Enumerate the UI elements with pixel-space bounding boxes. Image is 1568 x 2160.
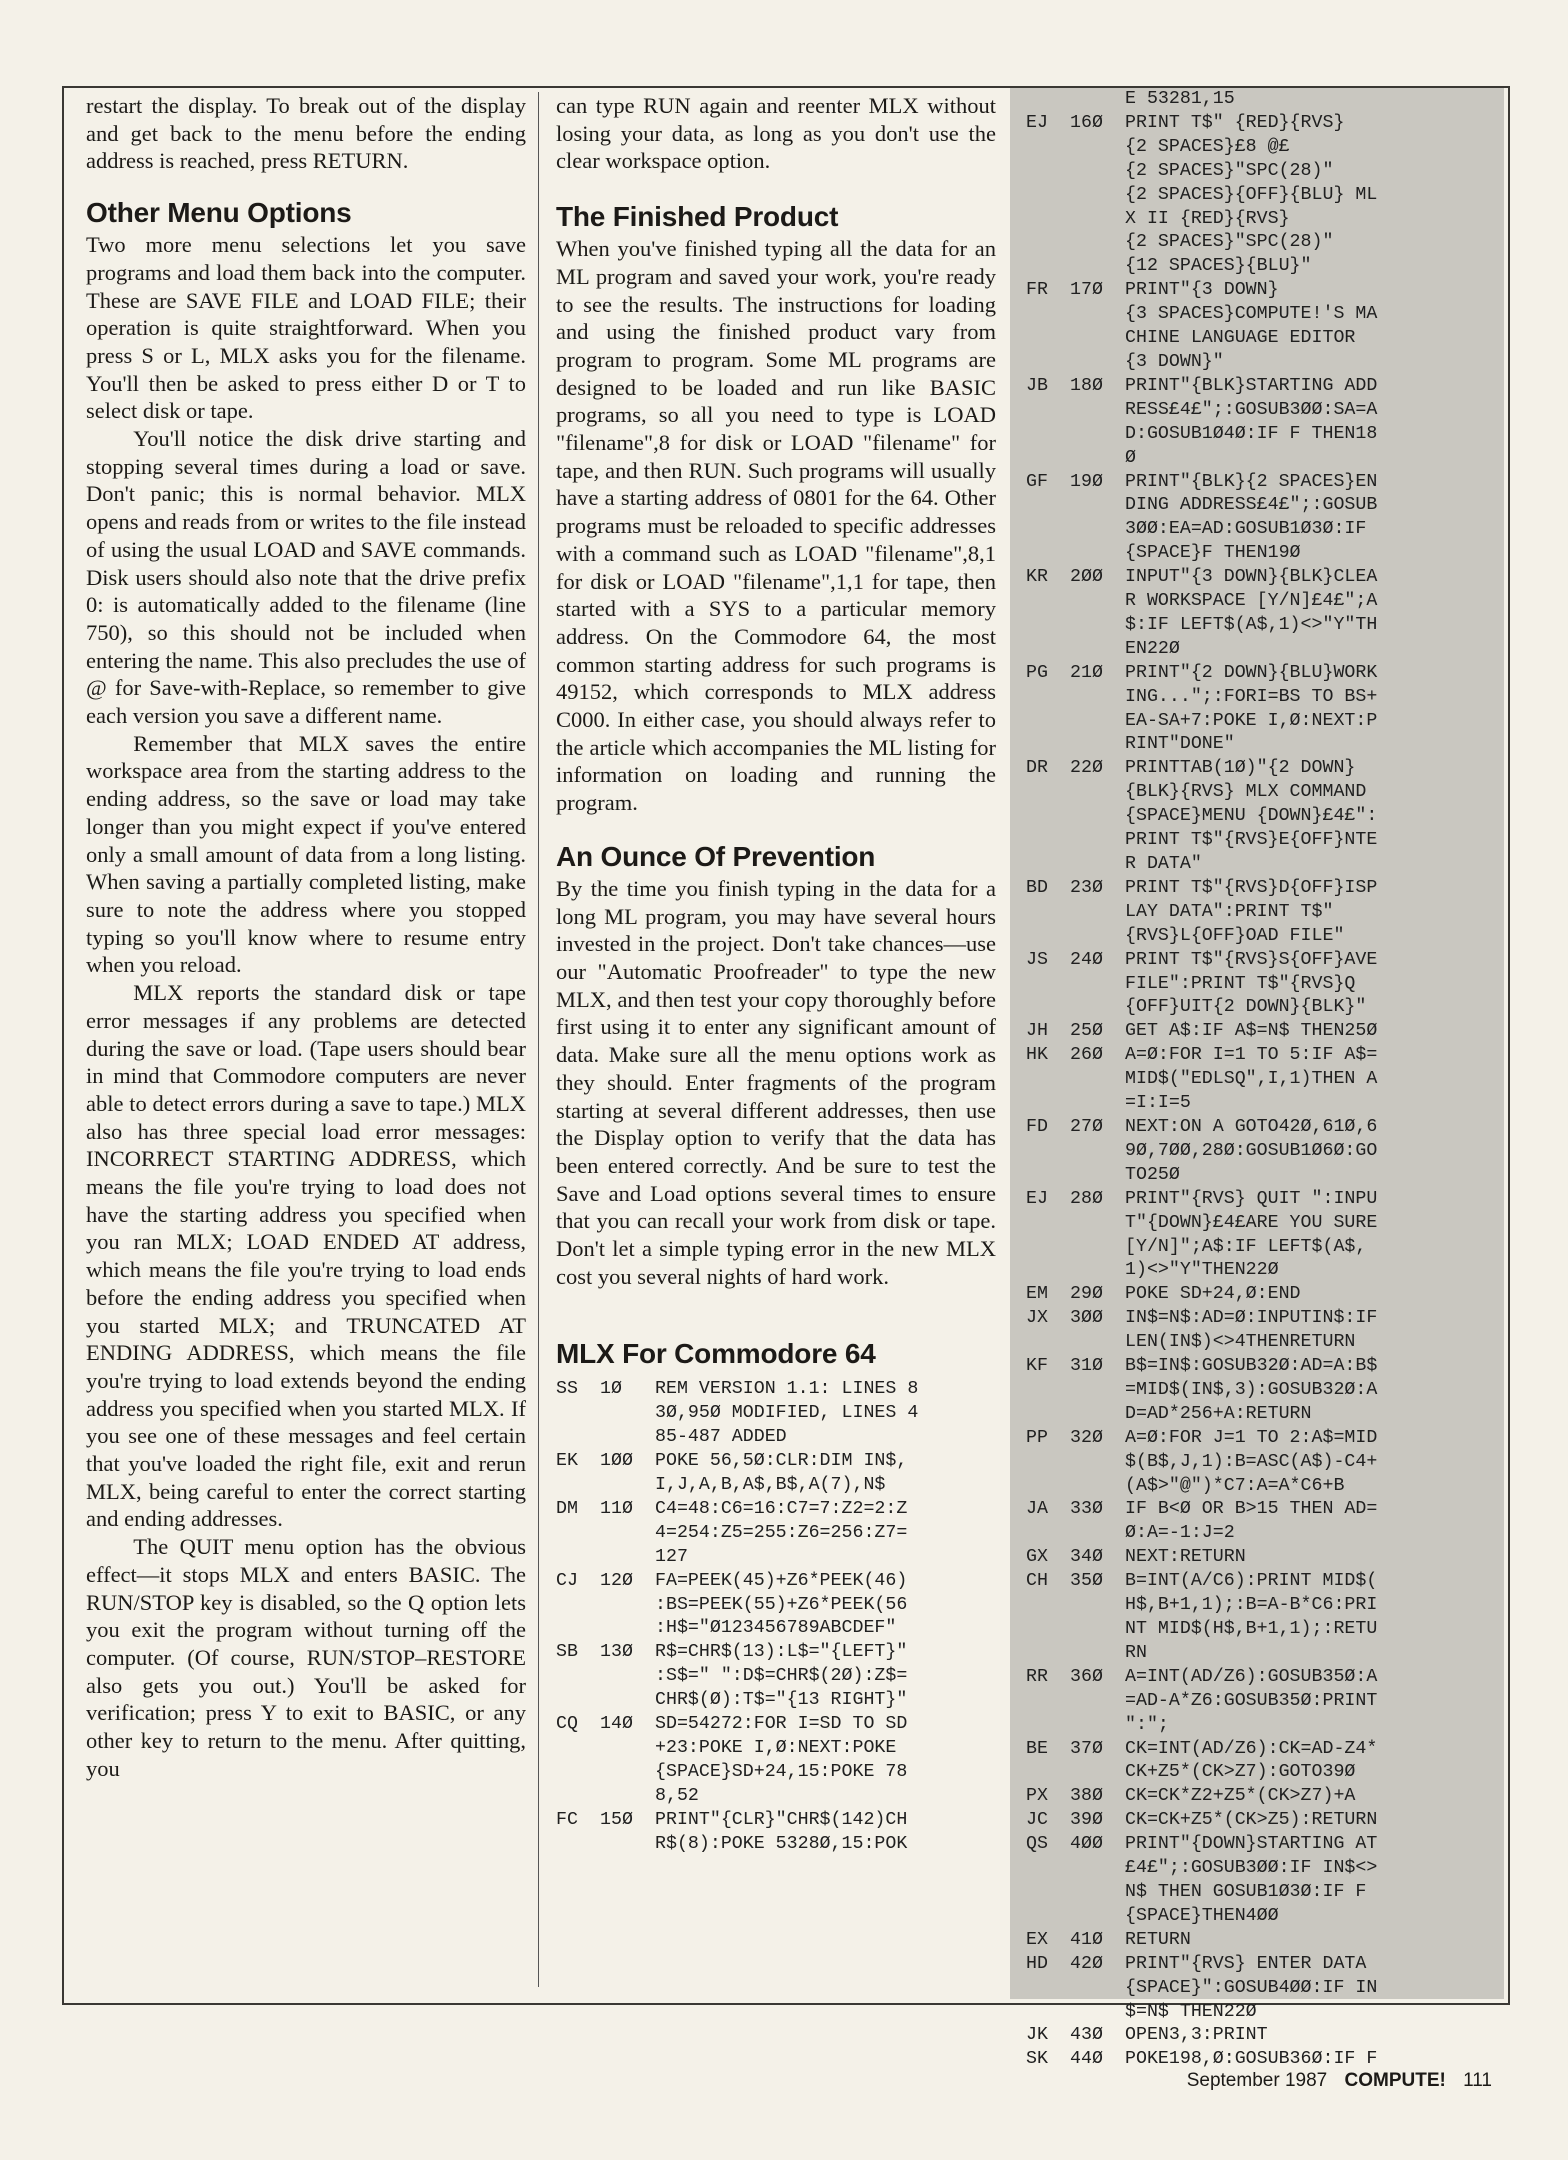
code-continuation: T"{DOWN}£4£ARE YOU SURE	[1125, 1212, 1378, 1233]
code-continuation: {SPACE}F THEN19Ø	[1125, 543, 1301, 564]
line-number: 32Ø	[1070, 1427, 1103, 1448]
magazine-name: COMPUTE!	[1344, 2070, 1446, 2091]
code-continuation: N$ THEN GOSUB1Ø3Ø:IF F	[1125, 1881, 1367, 1902]
checksum-tag: EM	[1026, 1284, 1048, 1305]
code-text: NEXT:ON A GOTO42Ø,61Ø,6	[1125, 1116, 1378, 1137]
code-line	[1026, 1666, 1498, 1690]
line-number: 1Ø	[600, 1379, 622, 1400]
checksum-tag: SK	[1026, 2049, 1048, 2070]
code-text: E 53281,15	[1125, 89, 1235, 109]
code-continuation: CK+Z5*(CK>Z7):GOTO39Ø	[1125, 1762, 1356, 1783]
code-continuation: {SPACE}MENU {DOWN}£4£":	[1125, 806, 1378, 827]
line-number: 35Ø	[1070, 1571, 1103, 1592]
checksum-tag: FR	[1026, 280, 1048, 301]
code-continuation: D:GOSUB1Ø4Ø:IF F THEN18	[1125, 423, 1378, 444]
code-line	[556, 1498, 996, 1522]
code-continuation: 85-487 ADDED	[655, 1427, 787, 1448]
code-text: CK=CK+Z5*(CK>Z5):RETURN	[1125, 1810, 1378, 1831]
paragraph: MLX reports the standard disk or tape error messages if any problems are detected during the save or load. (Tape users should bear in mind that Commodore computers are never able to detect errors during a save to tape.) MLX also has three special load error messages: INCORRECT STARTING ADDRESS, which means the file you're trying to load does not have the starting address you specified when you ran MLX; LOAD ENDED AT address, which means the file you're trying to load ends before the ending address you specified when you started MLX; and TRUNCATED AT ENDING ADDRESS, which means the file you're trying to load extends beyond the ending address you specified when you started MLX. If you see one of these messages and feel certain that you've loaded the right file, exit and rerun MLX, being careful to enter the correct starting and ending addresses.	[86, 980, 526, 1532]
code-continuation: :H$="Ø123456789ABCDEF"	[655, 1618, 897, 1639]
code-text: POKE198,Ø:GOSUB36Ø:IF F	[1125, 2049, 1378, 2070]
code-continuation: I,J,A,B,A$,B$,A(7),N$	[655, 1475, 886, 1496]
code-line	[1026, 1355, 1498, 1379]
code-continuation: (A$>"@")*C7:A=A*C6+B	[1125, 1475, 1345, 1496]
code-continuation: R WORKSPACE [Y/N]£4£";A	[1125, 591, 1378, 612]
code-line	[1026, 1427, 1498, 1451]
checksum-tag: EJ	[1026, 112, 1048, 133]
checksum-tag: KR	[1026, 567, 1048, 588]
code-continuation: {2 SPACES}"SPC(28)"	[1125, 232, 1334, 253]
page-footer	[1175, 2070, 1492, 2092]
code-line	[1026, 1307, 1498, 1331]
code-line	[1026, 1188, 1498, 1212]
code-continuation: ":";	[1125, 1714, 1169, 1735]
line-number: 2ØØ	[1070, 567, 1103, 588]
code-text: INPUT"{3 DOWN}{BLK}CLEA	[1125, 567, 1378, 588]
line-number: 27Ø	[1070, 1116, 1103, 1137]
code-line	[1026, 1833, 1498, 1857]
code-continuation: {SPACE}SD+24,15:POKE 78	[655, 1761, 908, 1782]
code-text: C4=48:C6=16:C7=7:Z2=2:Z	[655, 1498, 908, 1519]
code-continuation: DING ADDRESS£4£";:GOSUB	[1125, 495, 1378, 516]
checksum-tag: DR	[1026, 758, 1048, 779]
line-number: 28Ø	[1070, 1188, 1103, 1209]
code-continuation: {OFF}UIT{2 DOWN}{BLK}"	[1125, 997, 1367, 1018]
line-number: 42Ø	[1070, 1953, 1103, 1974]
checksum-tag: RR	[1026, 1666, 1048, 1687]
checksum-tag: HK	[1026, 1045, 1048, 1066]
checksum-tag: JC	[1026, 1810, 1048, 1831]
line-number: 24Ø	[1070, 949, 1103, 970]
line-number: 41Ø	[1070, 1929, 1103, 1950]
code-continuation: R$(8):POKE 5328Ø,15:POK	[655, 1833, 908, 1854]
column-1	[86, 92, 526, 1782]
code-line	[1026, 949, 1498, 973]
code-continuation: :BS=PEEK(55)+Z6*PEEK(56	[655, 1594, 908, 1615]
code-continuation: 3ØØ:EA=AD:GOSUB1Ø3Ø:IF	[1125, 519, 1367, 540]
code-continuation: {12 SPACES}{BLU}"	[1125, 256, 1312, 277]
code-text: CK=CK*Z2+Z5*(CK>Z7)+A	[1125, 1786, 1356, 1807]
code-continuation: H$,B+1,1);:B=A-B*C6:PRI	[1125, 1595, 1378, 1616]
code-text: B$=IN$:GOSUB32Ø:AD=A:B$	[1125, 1356, 1378, 1377]
code-listing	[1026, 88, 1498, 2072]
code-text: PRINT T$"{RVS}S{OFF}AVE	[1125, 949, 1378, 970]
code-continuation: =MID$(IN$,3):GOSUB32Ø:A	[1125, 1379, 1378, 1400]
page-number: 111	[1463, 2070, 1492, 2091]
code-continuation: =AD-A*Z6:GOSUB35Ø:PRINT	[1125, 1690, 1378, 1711]
column-divider	[538, 92, 539, 1987]
line-number: 43Ø	[1070, 2025, 1103, 2046]
listing-title: MLX For Commodore 64	[556, 1338, 876, 1370]
column-2	[556, 92, 996, 1857]
code-line	[556, 1570, 996, 1594]
code-text: PRINTTAB(1Ø)"{2 DOWN}	[1125, 758, 1356, 779]
checksum-tag	[1026, 88, 1070, 112]
code-continuation: 8,52	[655, 1785, 699, 1806]
line-number: 21Ø	[1070, 662, 1103, 683]
code-text: POKE 56,5Ø:CLR:DIM IN$,	[655, 1451, 908, 1472]
checksum-tag: FC	[556, 1809, 578, 1830]
code-continuation: {BLK}{RVS} MLX COMMAND	[1125, 782, 1367, 803]
code-text: FA=PEEK(45)+Z6*PEEK(46)	[655, 1570, 908, 1591]
line-number: 18Ø	[1070, 375, 1103, 396]
line-number: 31Ø	[1070, 1356, 1103, 1377]
checksum-tag: PX	[1026, 1786, 1048, 1807]
code-line	[1026, 471, 1498, 495]
code-continuation: D=AD*256+A:RETURN	[1125, 1403, 1312, 1424]
line-number: 37Ø	[1070, 1738, 1103, 1759]
code-continuation: TO25Ø	[1125, 1164, 1180, 1185]
code-line	[1026, 1738, 1498, 1762]
paragraph: By the time you finish typing in the data for a long ML program, you may have several hours invested in the project. Don't take chances—use our "Automatic Proofreader" to type the new MLX, and then test your copy thoroughly before first using it to enter any significant amount of data. Make sure all the menu options work as they should. Enter fragments of the program starting at several different addresses, then use the Display option to verify that the data has been entered correctly. And be sure to test the Save and Load options several times to ensure that you can recall your work from disk or tape. Don't let a simple typing error in the new MLX cost you several nights of hard work.	[556, 875, 996, 1289]
code-continuation: {SPACE}":GOSUB4ØØ:IF IN	[1125, 1977, 1378, 1998]
code-text: REM VERSION 1.1: LINES 8	[655, 1379, 919, 1400]
code-continuation: CHR$(Ø):T$="{13 RIGHT}"	[655, 1690, 908, 1711]
code-line	[1026, 1044, 1498, 1068]
paragraph: restart the display. To break out of the display and get back to the menu before the ending address is reached, press RETURN.	[86, 93, 526, 174]
code-text: PRINT"{DOWN}STARTING AT	[1125, 1834, 1378, 1855]
checksum-tag: QS	[1026, 1834, 1048, 1855]
code-listing	[556, 1378, 996, 1856]
code-continuation: {2 SPACES}"SPC(28)"	[1125, 160, 1334, 181]
code-line	[1026, 566, 1498, 590]
code-continuation: ING...";:FORI=BS TO BS+	[1125, 686, 1378, 707]
code-continuation: $=N$ THEN22Ø	[1125, 2001, 1257, 2022]
code-continuation: RESS£4£";:GOSUB3ØØ:SA=A	[1125, 399, 1378, 420]
code-continuation: FILE":PRINT T$"{RVS}Q	[1125, 973, 1356, 994]
checksum-tag: JB	[1026, 375, 1048, 396]
checksum-tag: SB	[556, 1642, 578, 1663]
line-number	[1070, 88, 1125, 112]
code-continuation: 4=254:Z5=255:Z6=256:Z7=	[655, 1522, 908, 1543]
code-line	[1026, 2024, 1498, 2048]
code-continuation: {RVS}L{OFF}OAD FILE"	[1125, 925, 1345, 946]
code-line	[1026, 662, 1498, 686]
checksum-tag: EX	[1026, 1929, 1048, 1950]
code-continuation: 9Ø,7ØØ,28Ø:GOSUB1Ø6Ø:GO	[1125, 1140, 1378, 1161]
code-continuation: LAY DATA":PRINT T$"	[1125, 901, 1334, 922]
code-line	[556, 1809, 996, 1833]
code-line	[1026, 1546, 1498, 1570]
checksum-tag: FD	[1026, 1116, 1048, 1137]
checksum-tag: BD	[1026, 877, 1048, 898]
line-number: 39Ø	[1070, 1810, 1103, 1831]
code-continuation: {2 SPACES}£8 @£	[1125, 136, 1290, 157]
line-number: 3ØØ	[1070, 1308, 1103, 1329]
code-line	[1026, 1953, 1498, 1977]
code-text: A=Ø:FOR I=1 TO 5:IF A$=	[1125, 1045, 1378, 1066]
line-number: 44Ø	[1070, 2049, 1103, 2070]
checksum-tag: GF	[1026, 471, 1048, 492]
code-text: RETURN	[1125, 1929, 1191, 1950]
code-continuation: +23:POKE I,Ø:NEXT:POKE	[655, 1738, 897, 1759]
code-line	[556, 1641, 996, 1665]
code-text: PRINT"{RVS} QUIT ":INPU	[1125, 1188, 1378, 1209]
code-line	[1026, 88, 1498, 112]
code-continuation: CHINE LANGUAGE EDITOR	[1125, 328, 1356, 349]
line-number: 22Ø	[1070, 758, 1103, 779]
checksum-tag: JK	[1026, 2025, 1048, 2046]
issue-date: September 1987	[1186, 2070, 1328, 2091]
code-continuation: EA-SA+7:POKE I,Ø:NEXT:P	[1125, 710, 1378, 731]
checksum-tag: EJ	[1026, 1188, 1048, 1209]
code-continuation: Ø	[1125, 447, 1136, 468]
code-continuation: {SPACE}THEN4ØØ	[1125, 1905, 1279, 1926]
checksum-tag: JH	[1026, 1021, 1048, 1042]
checksum-tag: JA	[1026, 1499, 1048, 1520]
code-continuation: =I:I=5	[1125, 1093, 1191, 1114]
code-line	[1026, 877, 1498, 901]
line-number: 4ØØ	[1070, 1834, 1103, 1855]
code-text: IF B<Ø OR B>15 THEN AD=	[1125, 1499, 1378, 1520]
code-text: CK=INT(AD/Z6):CK=AD-Z4*	[1125, 1738, 1378, 1759]
code-line	[1026, 1116, 1498, 1140]
code-continuation: PRINT T$"{RVS}E{OFF}NTE	[1125, 830, 1378, 851]
line-number: 15Ø	[600, 1809, 633, 1830]
code-line	[556, 1450, 996, 1474]
code-continuation: MID$("EDLSQ",I,1)THEN A	[1125, 1069, 1378, 1090]
code-continuation: $(B$,J,1):B=ASC(A$)-C4+	[1125, 1451, 1378, 1472]
code-text: PRINT"{BLK}STARTING ADD	[1125, 375, 1378, 396]
code-text: PRINT"{3 DOWN}	[1125, 280, 1279, 301]
code-continuation: 3Ø,95Ø MODIFIED, LINES 4	[655, 1403, 919, 1424]
paragraph: You'll notice the disk drive starting and stopping several times during a load or save. Don't panic; this is normal behavior. MLX opens and reads from or writes to the file instead of using the usual LOAD and SAVE commands. Disk users should also note that the drive prefix 0: is automatically added to the filename (line 750), so this should not be included when entering the name. This also precludes the use of @ for Save-with-Replace, so remember to give each version you save a different name.	[86, 426, 526, 729]
code-continuation: {2 SPACES}{OFF}{BLU} ML	[1125, 184, 1378, 205]
code-line	[556, 1378, 996, 1402]
code-continuation: $:IF LEFT$(A$,1)<>"Y"TH	[1125, 614, 1378, 635]
line-number: 34Ø	[1070, 1547, 1103, 1568]
line-number: 13Ø	[600, 1642, 633, 1663]
code-text: PRINT"{RVS} ENTER DATA	[1125, 1953, 1367, 1974]
code-continuation: {3 DOWN}"	[1125, 351, 1224, 372]
code-text: IN$=N$:AD=Ø:INPUTIN$:IF	[1125, 1308, 1378, 1329]
column-3-code-listing	[1010, 88, 1504, 2070]
code-continuation: Ø:A=-1:J=2	[1125, 1523, 1235, 1544]
code-continuation: £4£";:GOSUB3ØØ:IF IN$<>	[1125, 1858, 1378, 1879]
code-continuation: NT MID$(H$,B+1,1);:RETU	[1125, 1619, 1378, 1639]
paragraph: Remember that MLX saves the entire workspace area from the starting address to the ending address, so the save or load may take longer than you might expect if you've entered only a small amount of data from a long listing. When saving a partially completed listing, make sure to note the address where you stopped typing so you'll know where to resume entry when you reload.	[86, 730, 526, 978]
line-number: 16Ø	[1070, 112, 1103, 133]
code-text: PRINT T$" {RED}{RVS}	[1125, 112, 1345, 133]
section-heading: Other Menu Options	[86, 197, 352, 229]
line-number: 36Ø	[1070, 1666, 1103, 1687]
checksum-tag: PP	[1026, 1427, 1048, 1448]
checksum-tag: HD	[1026, 1953, 1048, 1974]
code-line	[1026, 1283, 1498, 1307]
checksum-tag: GX	[1026, 1547, 1048, 1568]
code-line	[1026, 1929, 1498, 1953]
line-number: 33Ø	[1070, 1499, 1103, 1520]
code-text: PRINT"{BLK}{2 SPACES}EN	[1125, 471, 1378, 492]
code-continuation: EN22Ø	[1125, 638, 1180, 659]
code-text: POKE SD+24,Ø:END	[1125, 1284, 1301, 1305]
code-continuation: :S$=" ":D$=CHR$(2Ø):Z$=	[655, 1666, 908, 1687]
code-text: GET A$:IF A$=N$ THEN25Ø	[1125, 1021, 1378, 1042]
code-continuation: 127	[655, 1546, 688, 1567]
checksum-tag: DM	[556, 1498, 578, 1519]
line-number: 29Ø	[1070, 1284, 1103, 1305]
code-line	[1026, 1785, 1498, 1809]
code-text: A=INT(AD/Z6):GOSUB35Ø:A	[1125, 1666, 1378, 1687]
section-heading: An Ounce Of Prevention	[556, 840, 876, 872]
paragraph: can type RUN again and reenter MLX without losing your data, as long as you don't use the clear workspace option.	[556, 93, 996, 174]
code-line	[1026, 2048, 1498, 2072]
code-continuation: R DATA"	[1125, 854, 1202, 874]
code-text: PRINT T$"{RVS}D{OFF}ISP	[1125, 877, 1378, 898]
paragraph: When you've finished typing all the data for an ML program and saved your work, you're ready to see the results. The instructions for loading and using the finished product vary from program to program. Some ML programs are designed to be loaded and run like BASIC programs, so all you need to type is LOAD "filename",8 for disk or LOAD "filename" for tape, and then RUN. Such programs will usually have a starting address of 0801 for the 64. Other programs must be reloaded to specific addresses with a command such as LOAD "filename",8,1 for disk or LOAD "filename",1,1 for tape, then started with a SYS to a particular memory address. On the Commodore 64, the most common starting address for such programs is 49152, which corresponds to MLX address C000. In either case, you should always refer to the article which accompanies the ML listing for information on loading and running the program.	[556, 236, 996, 816]
checksum-tag: JX	[1026, 1308, 1048, 1329]
checksum-tag: KF	[1026, 1356, 1048, 1377]
checksum-tag: CH	[1026, 1571, 1048, 1592]
code-line	[1026, 375, 1498, 399]
line-number: 17Ø	[1070, 280, 1103, 301]
code-continuation: LEN(IN$)<>4THENRETURN	[1125, 1332, 1356, 1353]
code-line	[1026, 1498, 1498, 1522]
line-number: 14Ø	[600, 1714, 633, 1735]
line-number: 1ØØ	[600, 1451, 633, 1472]
line-number: 38Ø	[1070, 1786, 1103, 1807]
line-number: 26Ø	[1070, 1045, 1103, 1066]
checksum-tag: SS	[556, 1379, 578, 1400]
line-number: 25Ø	[1070, 1021, 1103, 1042]
code-line	[1026, 1020, 1498, 1044]
code-line	[1026, 757, 1498, 781]
code-line	[1026, 1570, 1498, 1594]
line-number: 12Ø	[600, 1570, 633, 1591]
checksum-tag: BE	[1026, 1738, 1048, 1759]
code-text: A=Ø:FOR J=1 TO 2:A$=MID	[1125, 1427, 1378, 1448]
code-text: PRINT"{CLR}"CHR$(142)CH	[655, 1809, 908, 1830]
checksum-tag: CQ	[556, 1714, 578, 1735]
code-continuation: 1)<>"Y"THEN22Ø	[1125, 1260, 1279, 1281]
code-continuation: RN	[1125, 1642, 1147, 1663]
code-text: NEXT:RETURN	[1125, 1547, 1246, 1568]
code-line	[1026, 112, 1498, 136]
checksum-tag: PG	[1026, 662, 1048, 683]
checksum-tag: CJ	[556, 1570, 578, 1591]
code-continuation: X II {RED}{RVS}	[1125, 208, 1290, 229]
section-heading: The Finished Product	[556, 201, 839, 233]
paragraph: The QUIT menu option has the obvious effect—it stops MLX and enters BASIC. The RUN/STOP key is disabled, so the Q option lets you exit the program without turning off the computer. (Of course, RUN/STOP–RESTORE also gets you out.) You'll be asked for verification; press Y to exit to BASIC, or any other key to return to the menu. After quitting, you	[86, 1534, 526, 1781]
code-text: B=INT(A/C6):PRINT MID$(	[1125, 1571, 1378, 1592]
checksum-tag: JS	[1026, 949, 1048, 970]
paragraph: Two more menu selections let you save programs and load them back into the computer. These are SAVE FILE and LOAD FILE; their operation is quite straightforward. When you press S or L, MLX asks you for the filename. You'll then be asked to press either D or T to select disk or tape.	[86, 232, 526, 424]
code-continuation: RINT"DONE"	[1125, 734, 1235, 755]
code-line	[1026, 279, 1498, 303]
code-text: PRINT"{2 DOWN}{BLU}WORK	[1125, 662, 1378, 683]
code-continuation: {3 SPACES}COMPUTE!'S MA	[1125, 304, 1378, 325]
code-continuation: [Y/N]";A$:IF LEFT$(A$,	[1125, 1236, 1367, 1257]
code-line	[556, 1713, 996, 1737]
line-number: 23Ø	[1070, 877, 1103, 898]
checksum-tag: EK	[556, 1451, 578, 1472]
code-text: SD=54272:FOR I=SD TO SD	[655, 1714, 908, 1735]
code-line	[1026, 1809, 1498, 1833]
line-number: 11Ø	[600, 1498, 633, 1519]
code-text: R$=CHR$(13):L$="{LEFT}"	[655, 1642, 908, 1663]
line-number: 19Ø	[1070, 471, 1103, 492]
code-text: OPEN3,3:PRINT	[1125, 2025, 1268, 2046]
